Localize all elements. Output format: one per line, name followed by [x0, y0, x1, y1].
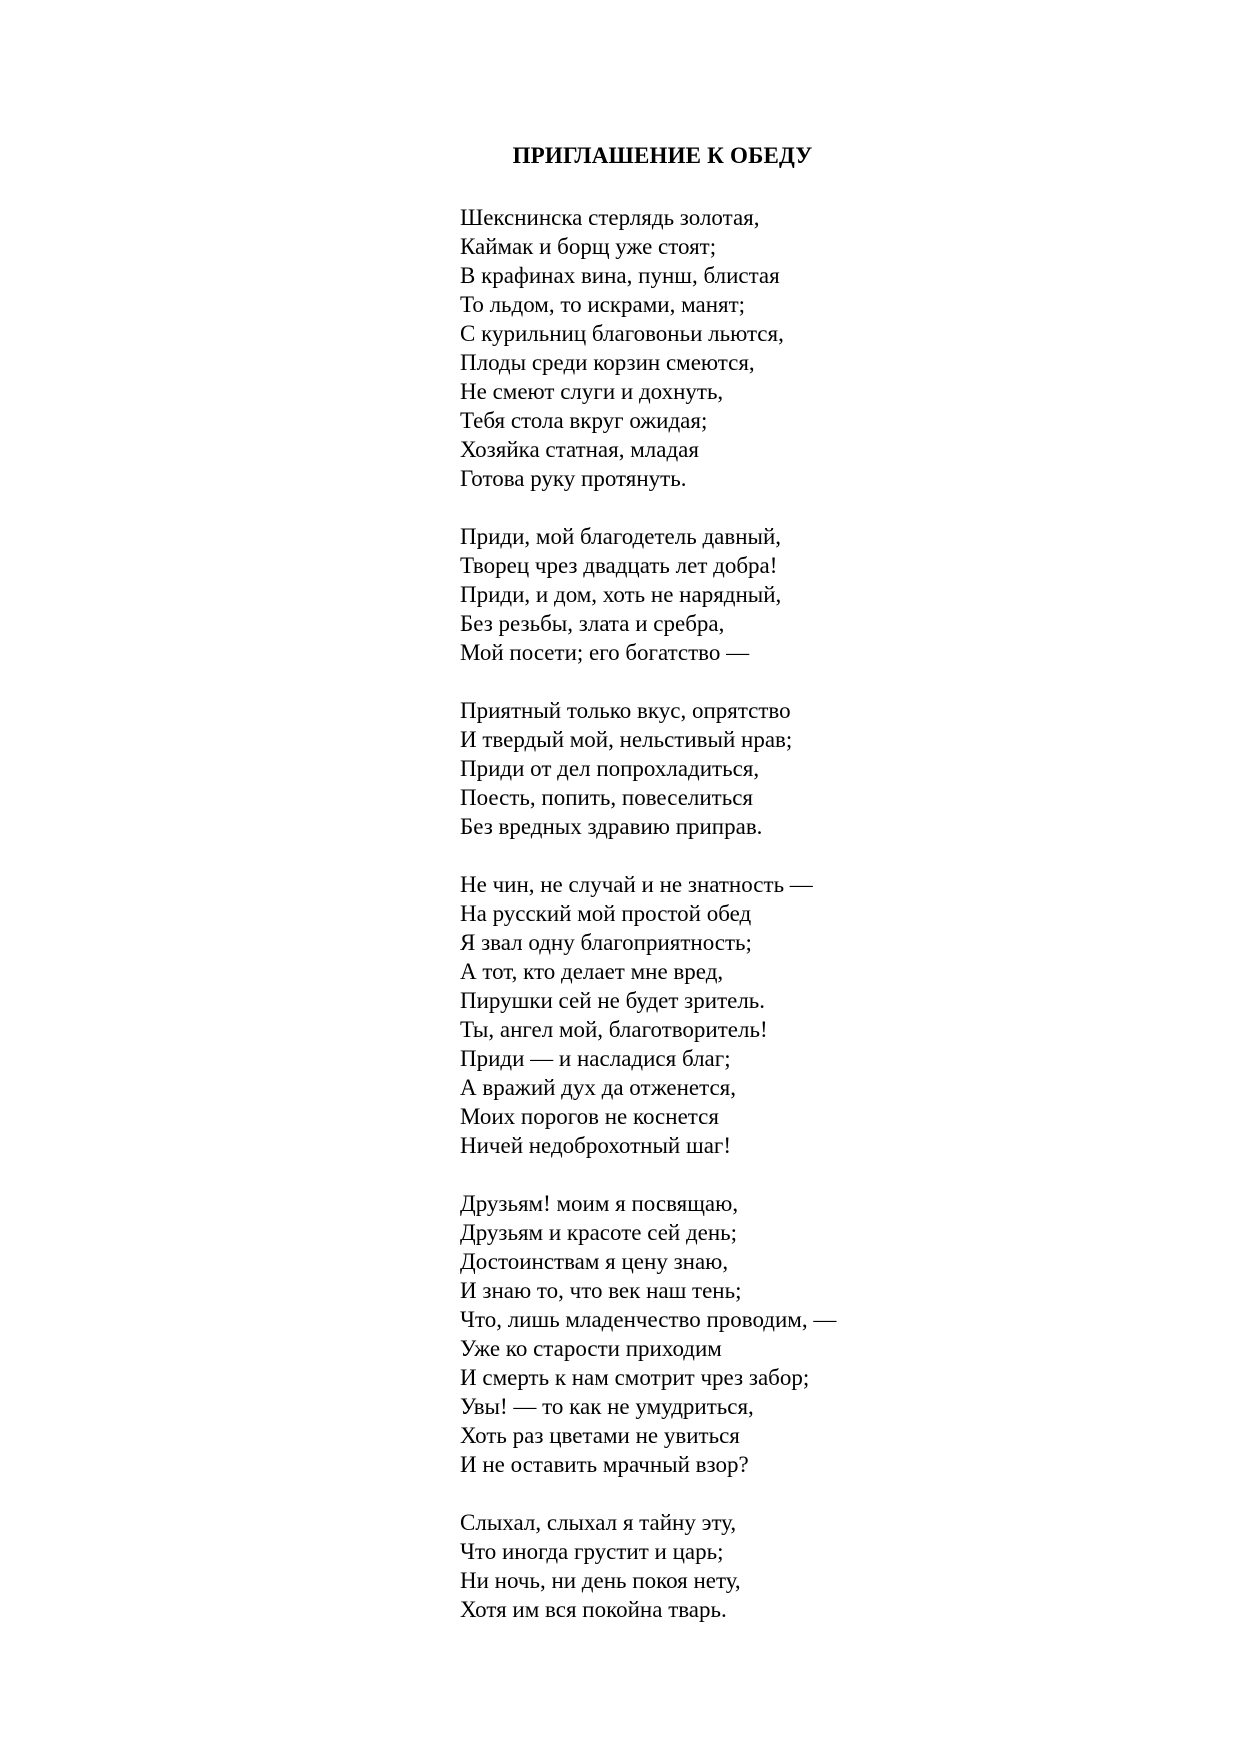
poem-title: ПРИГЛАШЕНИЕ К ОБЕДУ [512, 143, 813, 168]
poem-line: Хоть раз цветами не увиться [460, 1423, 740, 1448]
poem-line: То льдом, то искрами, манят; [460, 292, 746, 317]
stanza [460, 1508, 1180, 1624]
stanza [460, 870, 1180, 1160]
poem-line: Я звал одну благоприятность; [460, 930, 752, 955]
poem-line: Ничей недоброхотный шаг! [460, 1133, 732, 1158]
poem-line: Приятный только вкус, опрятство [460, 698, 791, 723]
poem-line: Ни ночь, ни день покоя нету, [460, 1568, 741, 1593]
poem-line: Достоинствам я цену знаю, [460, 1249, 729, 1274]
poem-line: Плоды среди корзин смеются, [460, 350, 755, 375]
poem-line: Приди, и дом, хоть не нарядный, [460, 582, 782, 607]
poem-line: Друзьям и красоте сей день; [460, 1220, 738, 1245]
poem-line: Пирушки сей не будет зритель. [460, 988, 766, 1013]
poem-body [460, 203, 1180, 1653]
poem-line: Тебя стола вкруг ожидая; [460, 408, 708, 433]
poem-line: Мой посети; его богатство — [460, 640, 750, 665]
poem-line: Приди от дел попрохладиться, [460, 756, 760, 781]
poem-line: Шекснинска стерлядь золотая, [460, 205, 760, 230]
poem-line: Хотя им вся покойна тварь. [460, 1597, 727, 1622]
poem-line: А вражий дух да отженется, [460, 1075, 737, 1100]
poem-line: Приди, мой благодетель давный, [460, 524, 782, 549]
poem-line: Что иногда грустит и царь; [460, 1539, 724, 1564]
stanza [460, 203, 1180, 493]
poem-line: Увы! — то как не умудриться, [460, 1394, 754, 1419]
poem-line: Что, лишь младенчество проводим, — [460, 1307, 837, 1332]
poem-line: Каймак и борщ уже стоят; [460, 234, 717, 259]
poem-line: И твердый мой, нельстивый нрав; [460, 727, 793, 752]
poem-line: На русский мой простой обед [460, 901, 752, 926]
poem-line: Моих порогов не коснется [460, 1104, 719, 1129]
poem-line: Ты, ангел мой, благотворитель! [460, 1017, 768, 1042]
poem-line: Уже ко старости приходим [460, 1336, 722, 1361]
poem-line: Без вредных здравию приправ. [460, 814, 763, 839]
stanza [460, 522, 1180, 667]
poem-line: Не смеют слуги и дохнуть, [460, 379, 724, 404]
poem-line: Хозяйка статная, младая [460, 437, 699, 462]
stanza [460, 696, 1180, 841]
poem-line: Друзьям! моим я посвящаю, [460, 1191, 739, 1216]
poem-line: И знаю то, что век наш тень; [460, 1278, 742, 1303]
poem-line: Не чин, не случай и не знатность — [460, 872, 813, 897]
poem-line: Готова руку протянуть. [460, 466, 687, 491]
poem-line: И не оставить мрачный взор? [460, 1452, 749, 1477]
poem-line: А тот, кто делает мне вред, [460, 959, 724, 984]
poem-line: И смерть к нам смотрит чрез забор; [460, 1365, 810, 1390]
poem-line: Творец чрез двадцать лет добра! [460, 553, 778, 578]
poem-line: С курильниц благовоньи льются, [460, 321, 784, 346]
poem-line: Без резьбы, злата и сребра, [460, 611, 725, 636]
poem-line: В крафинах вина, пунш, блистая [460, 263, 780, 288]
stanza [460, 1189, 1180, 1479]
poem-line: Поесть, попить, повеселиться [460, 785, 754, 810]
poem-line: Приди — и насладися благ; [460, 1046, 731, 1071]
poem-line: Слыхал, слыхал я тайну эту, [460, 1510, 737, 1535]
